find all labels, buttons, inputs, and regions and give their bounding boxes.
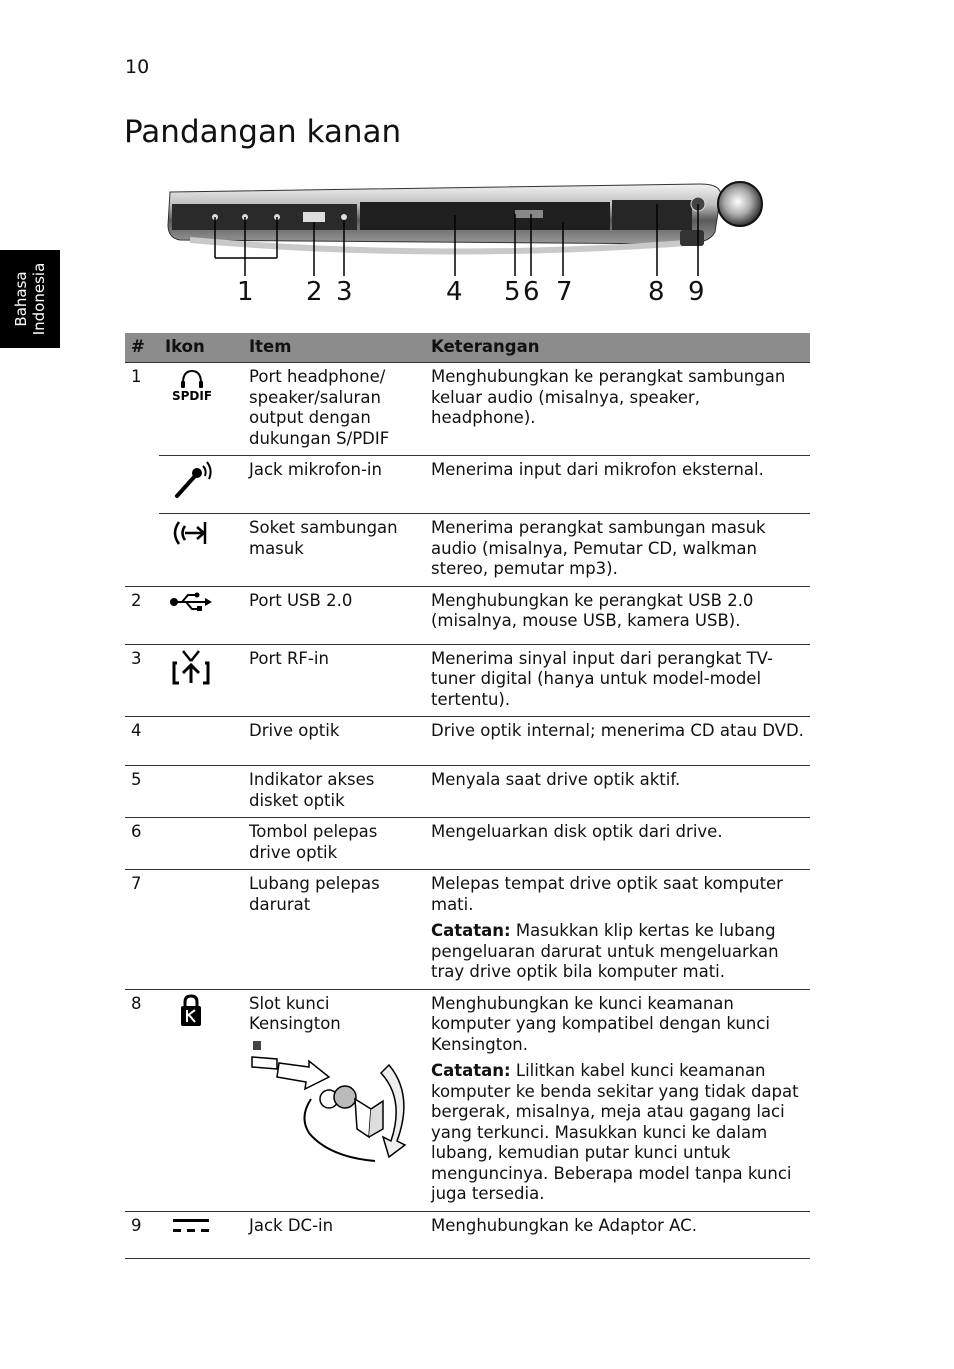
note-text: Lilitkan kabel kunci keamanan komputer ke benda sekitar yang tidak dapat bergerak, misalnya, meja atau gagang laci yang terkunci. Masukkan kunci ke dalam lubang, kemudian putar kunci untuk menguncinya. Beberapa model tanpa kunci juga tersedia. [431,1061,799,1203]
row-icon-cell [159,818,243,870]
callout-2: 2 [306,277,323,307]
row-icon-cell [159,989,243,1211]
row-description: Menghubungkan ke perangkat USB 2.0 (misalnya, mouse USB, kamera USB). [425,586,810,644]
note-label: Catatan: [431,921,511,940]
row-description: Menghubungkan ke kunci keamanan komputer yang kompatibel dengan kunci Kensington. [431,993,770,1054]
microphone-icon [165,460,217,500]
row-icon-cell [159,717,243,766]
table-row [125,363,810,456]
row-number: 7 [125,870,159,990]
row-description: Menghubungkan ke perangkat sambungan keluar audio (misalnya, speaker, headphone). [425,363,810,456]
note-label: Catatan: [431,1061,511,1080]
row-item: Slot kunci Kensington [249,993,341,1033]
row-description-cell [425,870,810,990]
language-side-tab [0,250,60,348]
row-icon-cell [159,766,243,818]
row-description: Menerima perangkat sambungan masuk audio (misalnya, Pemutar CD, walkman stereo, pemutar mp3). [425,514,810,587]
row-icon-cell [159,586,243,644]
page-title: Pandangan kanan [124,114,402,150]
row-item: Jack DC-in [243,1211,425,1258]
table-header-row [125,333,810,363]
table-row [125,818,810,870]
callout-4: 4 [446,277,463,307]
row-number: 2 [125,586,159,644]
usb-icon [165,591,217,613]
header-item: Item [243,333,425,363]
callout-6: 6 [523,277,540,307]
row-description-cell [425,989,810,1211]
row-number: 9 [125,1211,159,1258]
callout-3: 3 [336,277,353,307]
page-number: 10 [125,56,150,78]
table-row [125,717,810,766]
table-row [125,1211,810,1258]
row-description: Melepas tempat drive optik saat komputer mati. [431,874,783,914]
header-description: Keterangan [425,333,810,363]
row-item: Lubang pelepas darurat [243,870,425,990]
kensington-lock-icon [165,994,217,1028]
rf-in-icon [165,649,217,687]
header-icon: Ikon [159,333,243,363]
callout-5: 5 [504,277,521,307]
row-number [125,514,159,587]
dc-in-icon [165,1216,217,1236]
table-row [125,644,810,717]
row-item: Drive optik [243,717,425,766]
row-icon-cell [159,644,243,717]
row-number [125,456,159,514]
row-item: Indikator akses disket optik [243,766,425,818]
row-icon-cell [159,870,243,990]
table-row [125,989,810,1211]
note-text: Masukkan klip kertas ke lubang pengeluaran darurat untuk mengeluarkan tray drive optik bila komputer mati. [431,921,779,981]
callout-7: 7 [556,277,573,307]
row-description: Drive optik internal; menerima CD atau DVD. [425,717,810,766]
table-row [125,456,810,514]
row-item-cell [243,989,425,1211]
table-row [125,586,810,644]
row-icon-cell [159,456,243,514]
row-number: 1 [131,367,142,386]
row-description: Menyala saat drive optik aktif. [425,766,810,818]
side-tab-line-2: Indonesia [30,262,48,336]
row-number: 6 [125,818,159,870]
side-tab-line-1: Bahasa [12,271,30,327]
row-number: 8 [125,989,159,1211]
table-row [125,766,810,818]
right-view-table [125,333,810,1259]
row-icon-cell [159,514,243,587]
row-item: Port USB 2.0 [243,586,425,644]
row-note [431,1061,804,1205]
callout-9: 9 [688,277,705,307]
table-row [125,514,810,587]
row-icon-cell [159,363,243,456]
row-description: Menerima sinyal input dari perangkat TV-tuner digital (hanya untuk model-model tertentu). [425,644,810,717]
line-in-icon [165,518,217,548]
row-number: 3 [125,644,159,717]
row-number: 4 [125,717,159,766]
row-item: Tombol pelepas drive optik [243,818,425,870]
callout-8: 8 [648,277,665,307]
row-description: Menerima input dari mikrofon eksternal. [425,456,810,514]
spdif-icon-label: SPDIF [171,389,213,403]
headphone-spdif-icon [165,367,217,403]
row-description: Mengeluarkan disk optik dari drive. [425,818,810,870]
callout-1: 1 [237,277,254,307]
table-row [125,870,810,990]
row-number: 5 [125,766,159,818]
header-number: # [125,333,159,363]
row-icon-cell [159,1211,243,1258]
row-description: Menghubungkan ke Adaptor AC. [425,1211,810,1258]
row-note [431,921,804,983]
row-item: Soket sambungan masuk [243,514,425,587]
row-item: Jack mikrofon-in [243,456,425,514]
row-item: Port headphone/ speaker/saluran output dengan dukungan S/PDIF [243,363,425,456]
row-item: Port RF-in [243,644,425,717]
kensington-lock-diagram [249,1037,414,1167]
